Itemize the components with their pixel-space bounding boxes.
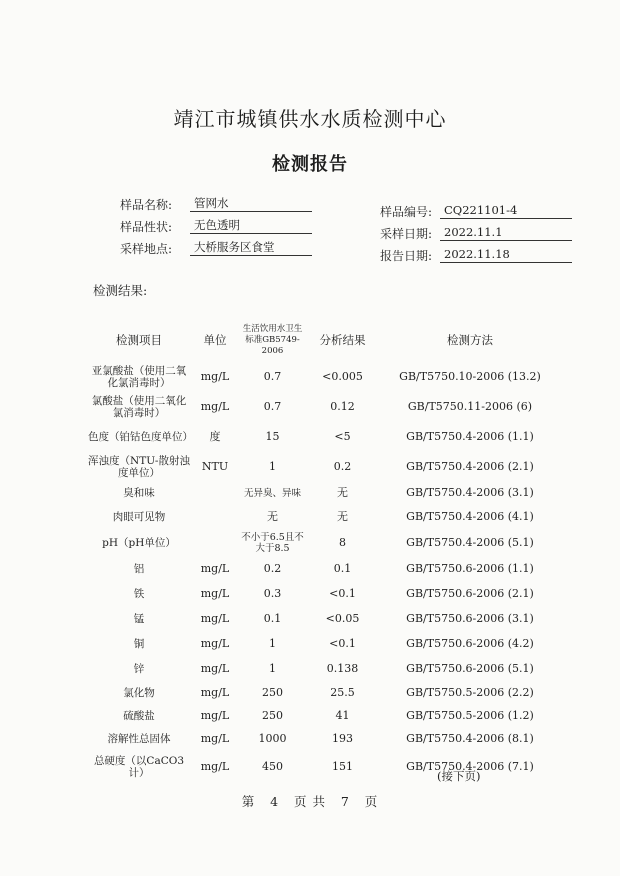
row-item: 色度（铂钴色度单位） xyxy=(88,431,193,443)
row-standard: 250 xyxy=(262,685,283,699)
row-result: <0.1 xyxy=(329,586,356,600)
row-item: 臭和味 xyxy=(123,487,155,499)
row-result: 无 xyxy=(337,510,348,523)
row-standard: 1 xyxy=(269,661,276,675)
table-row xyxy=(88,392,560,422)
row-unit: mg/L xyxy=(200,636,230,650)
header-method: 检测方法 xyxy=(447,333,493,347)
row-unit xyxy=(190,530,240,556)
table-row xyxy=(88,504,560,530)
row-method: GB/T5750.5-2006 (2.2) xyxy=(406,685,534,699)
row-standard: 1 xyxy=(269,636,276,650)
table-row xyxy=(88,362,560,392)
table-row xyxy=(88,530,560,556)
row-standard: 0.3 xyxy=(263,586,282,600)
continue-note: (接下页) xyxy=(437,769,481,783)
row-method: GB/T5750.4-2006 (8.1) xyxy=(406,732,534,745)
row-method: GB/T5750.6-2006 (1.1) xyxy=(406,561,534,575)
table-row xyxy=(88,482,560,504)
page-suffix: 页 xyxy=(364,794,379,809)
header-result: 分析结果 xyxy=(319,333,366,347)
row-standard: 15 xyxy=(265,430,280,443)
row-standard: 无 xyxy=(267,510,278,523)
row-result: 0.2 xyxy=(333,460,352,473)
table-row xyxy=(88,656,560,681)
row-standard: 0.7 xyxy=(263,370,282,383)
table-row xyxy=(88,422,560,452)
header-item: 检测项目 xyxy=(116,333,162,347)
row-unit: mg/L xyxy=(200,370,230,383)
page-prefix: 第 xyxy=(241,794,256,809)
row-standard: 0.7 xyxy=(263,400,282,413)
row-item: 氯酸盐（使用二氧化氯消毒时） xyxy=(91,395,187,419)
sample-name-label: 样品名称: xyxy=(120,198,173,212)
row-result: 无 xyxy=(337,486,348,499)
row-result: 0.138 xyxy=(326,661,359,675)
table-row xyxy=(88,452,560,482)
row-standard: 250 xyxy=(262,708,283,722)
row-unit: mg/L xyxy=(200,561,230,575)
row-standard: 0.1 xyxy=(263,611,282,625)
table-row xyxy=(88,727,560,751)
row-result: <0.05 xyxy=(325,611,360,625)
row-result: <5 xyxy=(334,430,351,443)
row-result: 151 xyxy=(332,760,353,773)
table-row xyxy=(88,704,560,727)
report-date-value: 2022.11.18 xyxy=(440,247,572,263)
row-result: <0.1 xyxy=(329,636,356,650)
row-standard: 不小于6.5且不大于8.5 xyxy=(241,532,304,554)
sample-number-label: 样品编号: xyxy=(380,205,433,219)
row-unit: NTU xyxy=(201,460,229,473)
table-row xyxy=(88,751,560,783)
results-label: 检测结果: xyxy=(93,283,148,298)
row-unit: mg/L xyxy=(200,661,230,675)
table-row xyxy=(88,681,560,704)
row-method: GB/T5750.4-2006 (7.1) xyxy=(406,760,534,773)
row-unit: mg/L xyxy=(200,586,230,600)
row-method: GB/T5750.5-2006 (1.2) xyxy=(406,708,534,722)
header-unit: 单位 xyxy=(203,333,227,347)
row-unit: mg/L xyxy=(200,708,230,722)
row-result: <0.005 xyxy=(322,370,363,383)
row-method: GB/T5750.4-2006 (3.1) xyxy=(406,486,534,499)
row-result: 41 xyxy=(335,708,350,722)
row-unit: mg/L xyxy=(200,685,230,699)
row-unit: mg/L xyxy=(200,732,230,745)
row-unit: 度 xyxy=(209,430,221,443)
row-result: 0.12 xyxy=(330,400,355,413)
sample-number-value: CQ221101-4 xyxy=(440,203,572,219)
report-date-label: 报告日期: xyxy=(380,249,433,263)
row-method: GB/T5750.4-2006 (4.1) xyxy=(406,510,534,523)
row-method: GB/T5750.6-2006 (4.2) xyxy=(406,636,534,650)
table-row xyxy=(88,581,560,606)
sampling-date-label: 采样日期: xyxy=(380,227,433,241)
page-total: 7 xyxy=(340,794,350,809)
row-unit: mg/L xyxy=(200,611,230,625)
row-standard: 1 xyxy=(269,460,276,473)
row-result: 25.5 xyxy=(330,685,355,699)
table-row xyxy=(88,631,560,656)
row-standard: 1000 xyxy=(258,732,287,745)
row-unit xyxy=(190,504,240,530)
row-method: GB/T5750.6-2006 (3.1) xyxy=(406,611,534,625)
sample-location-label: 采样地点: xyxy=(120,242,173,256)
row-standard: 0.2 xyxy=(263,561,282,575)
row-result: 0.1 xyxy=(333,561,352,575)
row-method: GB/T5750.6-2006 (2.1) xyxy=(406,586,534,600)
row-item: 硫酸盐 xyxy=(123,709,155,722)
row-result: 8 xyxy=(339,536,346,549)
row-method: GB/T5750.11-2006 (6) xyxy=(407,400,533,413)
row-item: 浑浊度（NTU-散射浊度单位） xyxy=(88,455,190,479)
row-standard: 450 xyxy=(262,760,283,773)
row-method: GB/T5750.4-2006 (1.1) xyxy=(406,430,534,443)
row-unit: mg/L xyxy=(200,760,230,773)
row-item: 铝 xyxy=(133,562,145,575)
row-item: 锰 xyxy=(133,612,145,625)
page-mid: 页 共 xyxy=(294,794,326,809)
row-item: 铁 xyxy=(133,587,145,600)
row-item: 溶解性总固体 xyxy=(107,733,171,745)
sample-location-value: 大桥服务区食堂 xyxy=(190,240,312,256)
table-row xyxy=(88,606,560,631)
row-item: 锌 xyxy=(133,662,145,675)
page-footer xyxy=(0,792,620,810)
table-row xyxy=(88,556,560,581)
row-unit xyxy=(190,482,240,504)
row-result: 193 xyxy=(332,732,353,745)
row-method: GB/T5750.4-2006 (2.1) xyxy=(406,460,534,473)
org-title: 靖江市城镇供水水质检测中心 xyxy=(173,107,447,131)
row-item: 总硬度（以CaCO3计） xyxy=(93,755,185,779)
sample-name-value: 管网水 xyxy=(190,196,312,212)
row-item: pH（pH单位） xyxy=(102,537,176,549)
row-method: GB/T5750.6-2006 (5.1) xyxy=(406,661,534,675)
row-item: 亚氯酸盐（使用二氧化氯消毒时） xyxy=(91,365,187,389)
row-standard: 无异臭、异味 xyxy=(243,487,301,499)
report-title: 检测报告 xyxy=(272,154,348,175)
results-table xyxy=(88,318,560,783)
row-item: 氯化物 xyxy=(123,686,155,699)
sample-nature-value: 无色透明 xyxy=(190,218,312,234)
sample-nature-label: 样品性状: xyxy=(120,220,173,234)
row-method: GB/T5750.4-2006 (5.1) xyxy=(406,536,534,549)
table-header-row xyxy=(88,318,560,362)
row-unit: mg/L xyxy=(200,400,230,413)
row-item: 铜 xyxy=(133,637,145,650)
row-item: 肉眼可见物 xyxy=(112,511,166,523)
header-standard: 生活饮用水卫生标准GB5749-2006 xyxy=(242,323,303,356)
page-current: 4 xyxy=(270,794,280,809)
row-method: GB/T5750.10-2006 (13.2) xyxy=(399,370,541,383)
sampling-date-value: 2022.11.1 xyxy=(440,225,572,241)
